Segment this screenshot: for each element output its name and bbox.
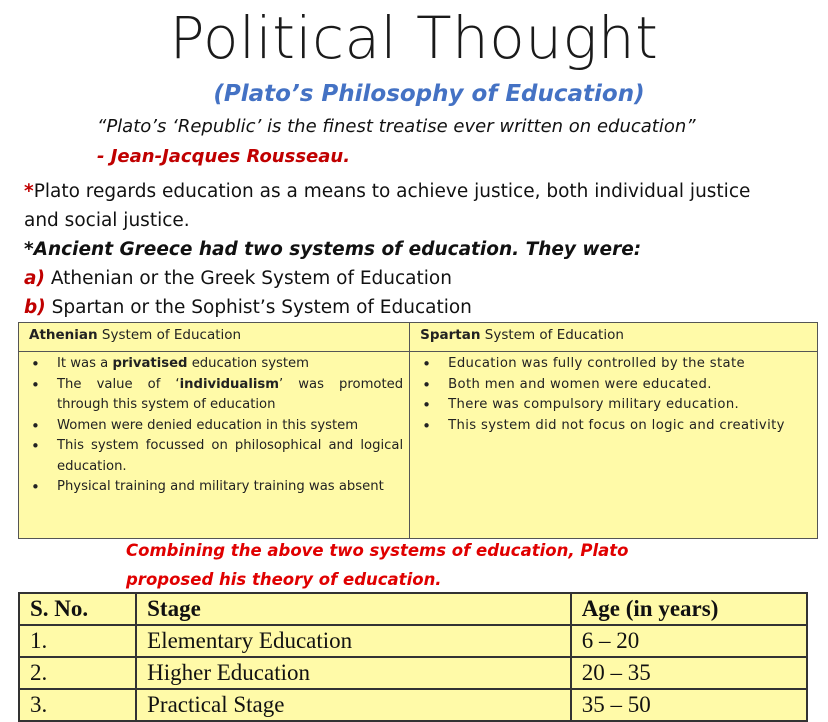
header-age: Age (in years) [571,593,807,625]
education-stages-table [18,592,808,722]
quote-text: “Plato’s ‘Republic’ is the finest treatise ever written on education” [97,116,696,137]
list-item-b [24,293,472,322]
spartan-points-cell [410,352,818,539]
list-item [29,416,403,437]
page-title: Political Thought [169,4,659,72]
cell-age: 6 – 20 [571,625,807,657]
cell-age: 20 – 35 [571,657,807,689]
header-stage: Stage [136,593,571,625]
athenian-header-rest: System of Education [97,327,242,343]
point-text: It was a [57,356,113,371]
table-row [19,689,807,721]
quote-author: - Jean-Jacques Rousseau. [97,146,351,167]
point-text: education system [187,356,309,371]
list-item-b-text: Spartan or the Sophist’s System of Education [45,297,472,318]
list-item [29,477,403,498]
list-item [29,436,403,477]
point-emphasis: individualism [179,376,279,392]
cell-sno: 2. [19,657,136,689]
spartan-header-rest: System of Education [480,327,624,343]
combine-note: Combining the above two systems of education, Plato proposed his theory of education. [126,541,629,589]
body-line-3: *Ancient Greece had two systems of education. They were: [24,239,642,260]
table-row [19,625,807,657]
spartan-header-bold: Spartan [420,327,481,343]
point-text: The value of ‘ [57,376,180,392]
table-header-row [19,593,807,625]
list-item [29,375,403,416]
athenian-header [19,323,410,352]
list-item: • Education was fully controlled by the state [420,354,811,375]
point-text: Women were denied education in this system [57,417,359,433]
bullet-star: * [24,181,34,202]
list-item: • This system did not focus on logic and creativity [420,416,811,437]
athenian-header-bold: Athenian [29,327,98,343]
list-item: • There was compulsory military education. [420,395,811,416]
list-item [29,354,403,375]
spartan-header [410,323,818,352]
list-item-a-label: a) [24,268,45,289]
cell-stage: Higher Education [136,657,571,689]
list-item-a [24,264,452,293]
spartan-points [410,354,817,436]
list-item: • Both men and women were educated. [420,375,811,396]
table-row [19,657,807,689]
body-line-2: and social justice. [24,210,190,231]
point-emphasis: privatised [112,356,188,371]
cell-stage: Elementary Education [136,625,571,657]
list-item-b-label: b) [24,297,46,318]
list-item-a-text: Athenian or the Greek System of Education [44,268,452,289]
athenian-points [19,354,409,498]
athenian-points-cell [19,352,410,539]
cell-stage: Practical Stage [136,689,571,721]
page-subtitle: (Plato’s Philosophy of Education) [213,81,645,107]
point-text: Physical training and military training was absent [57,479,384,494]
body-line-1-text: Plato regards education as a means to achieve justice, both individual justice [33,181,751,202]
point-text: This system focussed on philosophical and logical education. [57,438,404,474]
cell-age: 35 – 50 [571,689,807,721]
cell-sno: 1. [19,625,136,657]
body-line-1 [24,177,750,206]
point-text: ’ was promoted through this system of education [57,376,404,412]
education-systems-table [18,322,818,539]
cell-sno: 3. [19,689,136,721]
header-sno: S. No. [19,593,136,625]
